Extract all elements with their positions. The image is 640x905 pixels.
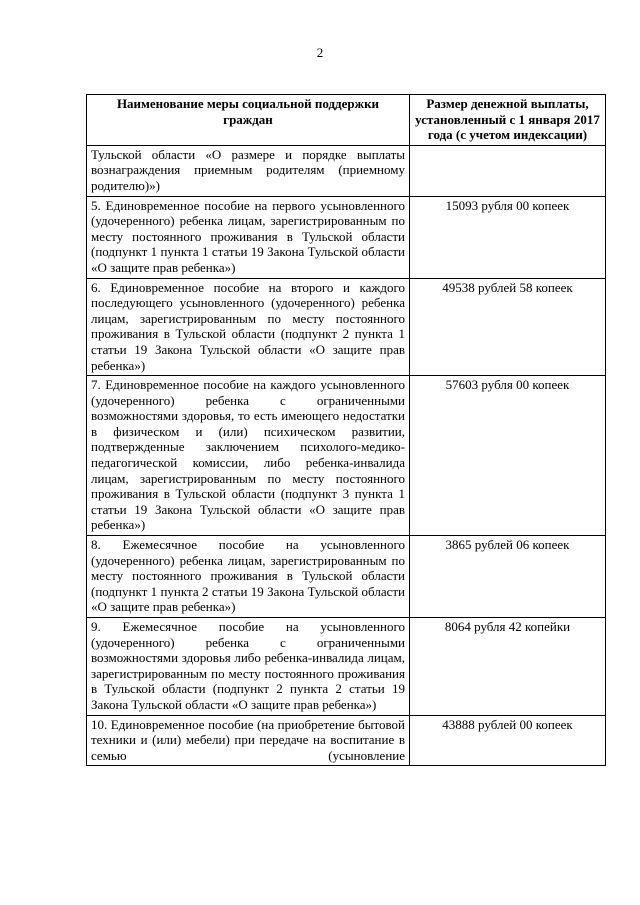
- row-amount: 15093 рубля 00 копеек: [410, 196, 606, 278]
- table-row: [87, 376, 606, 536]
- table-header: [87, 95, 606, 146]
- table-row: [87, 196, 606, 278]
- table-row: [87, 536, 606, 618]
- row-measure: 9. Ежемесячное пособие на усыновленного (удочеренного) ребенка с ограниченными возможностями здоровья либо ребенка-инвалида лицам, зарегистрированным по месту постоянного проживания в Тульской области (подпункт 2 пункта 2 статьи 19 Закона Тульской области «О защите прав ребенка»): [87, 618, 410, 716]
- table-row: [87, 278, 606, 376]
- row-amount: 8064 рубля 42 копейки: [410, 618, 606, 716]
- header-amount: Размер денежной выплаты, установленный с 1 января 2017 года (с учетом индексации): [410, 95, 606, 146]
- row-measure: 7. Единовременное пособие на каждого усыновленного (удочеренного) ребенка с ограниченными возможностями здоровья, то есть имеющего недостатки в физическом и (или) психическом развитии, подтвержденные заключением психолого-медико-педагогической комиссии, либо ребенка-инвалида лицам, зарегистрированным по месту постоянного проживания в Тульской области (подпункт 3 пункта 1 статьи 19 Закона Тульской области «О защите прав ребенка»): [87, 376, 410, 536]
- row-amount: 49538 рублей 58 копеек: [410, 278, 606, 376]
- row-measure: 10. Единовременное пособие (на приобретение бытовой техники и (или) мебели) при передаче на воспитание в семью (усыновление: [87, 715, 410, 766]
- header-row: [87, 95, 606, 146]
- table-row: [87, 145, 606, 196]
- row-measure: 8. Ежемесячное пособие на усыновленного (удочеренного) ребенка лицам, зарегистрированным по месту постоянного проживания в Тульской области (подпункт 1 пункта 2 статьи 19 Закона Тульской области «О защите прав ребенка»): [87, 536, 410, 618]
- row-measure: Тульской области «О размере и порядке выплаты вознаграждения приемным родителям (приемному родителю)»): [87, 145, 410, 196]
- page-number: 2: [316, 45, 324, 60]
- row-measure: 5. Единовременное пособие на первого усыновленного (удочеренного) ребенка лицам, зарегистрированным по месту постоянного проживания в Тульской области (подпункт 1 пункта 1 статьи 19 Закона Тульской области «О защите прав ребенка»): [87, 196, 410, 278]
- row-amount: 43888 рублей 00 копеек: [410, 715, 606, 766]
- row-amount: [410, 145, 606, 196]
- row-amount: 57603 рубля 00 копеек: [410, 376, 606, 536]
- row-measure: 6. Единовременное пособие на второго и каждого последующего усыновленного (удочеренного) ребенка лицам, зарегистрированным по месту постоянного проживания в Тульской области (подпункт 2 пункта 1 статьи 19 Закона Тульской области «О защите прав ребенка»): [87, 278, 410, 376]
- table-row: [87, 618, 606, 716]
- table-row: [87, 715, 606, 766]
- header-measure: Наименование меры социальной поддержки граждан: [87, 95, 410, 146]
- benefits-table: [86, 94, 606, 766]
- row-amount: 3865 рублей 06 копеек: [410, 536, 606, 618]
- table-body: [87, 145, 606, 766]
